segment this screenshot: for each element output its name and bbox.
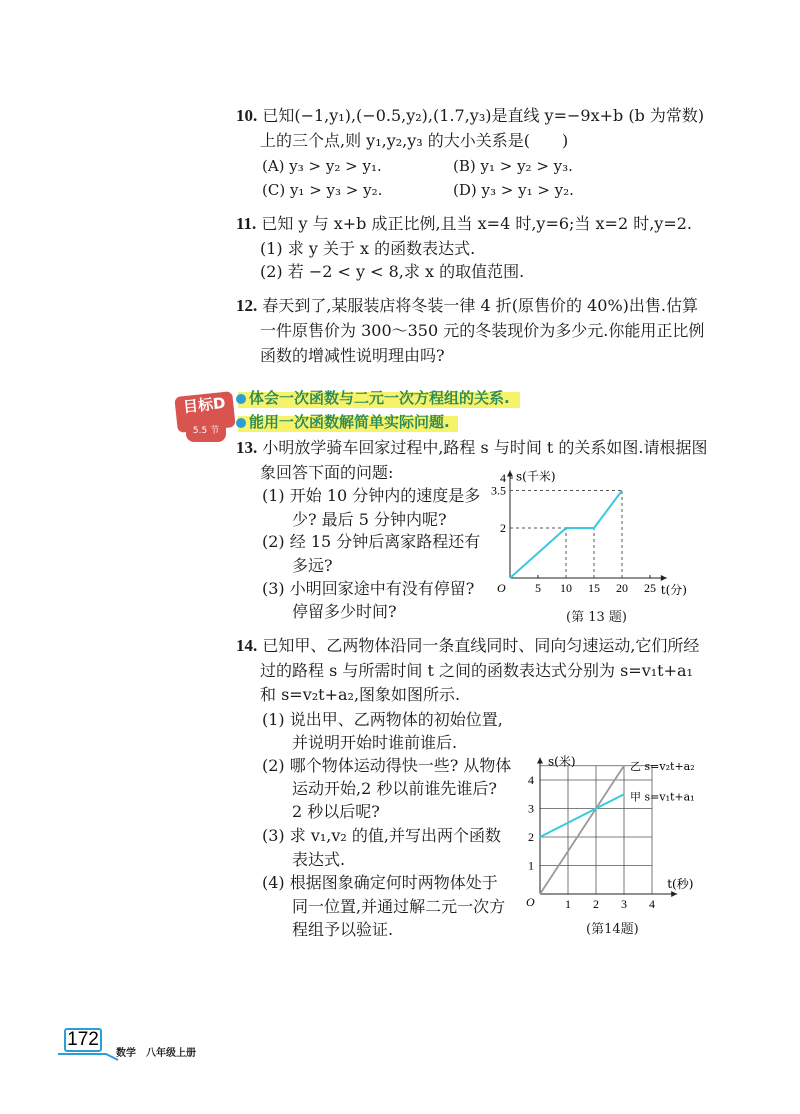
y-axis-arrow (537, 758, 543, 764)
q14-sub1b: 并说明开始时谁前谁后. (292, 733, 458, 752)
goal-item-1-text: 体会一次函数与二元一次方程组的关系. (249, 389, 510, 407)
q10-stem: 已知(−1,y₁),(−0.5,y₂),(1.7,y₃)是直线 y=−9x+b (b 为常数) (262, 106, 705, 125)
goal-section: 5.5 节 (186, 422, 226, 442)
q12-line3: 函数的增减性说明理由吗? (260, 346, 445, 365)
y-tick-label: 3.5 (491, 483, 506, 498)
q11-sub1: (1) 求 y 关于 x 的函数表达式. (260, 239, 476, 258)
q14-line3: 和 s=v₂t+a₂,图象如图所示. (260, 685, 461, 704)
q14-sub2b: 运动开始,2 秒以前谁先谁后? (292, 779, 497, 798)
bullet-icon (236, 418, 246, 428)
x-axis-arrow (671, 891, 677, 897)
series-label-jia: 甲 s=v₁t+a₁ (630, 790, 695, 804)
q13-sub3a: (3) 小明回家途中有没有停留? (262, 579, 475, 598)
goal-item-2-text: 能用一次函数解简单实际问题. (249, 413, 450, 431)
q13-stem: 小明放学骑车回家过程中,路程 s 与时间 t 的关系如图.请根据图 (262, 438, 708, 457)
origin-label: O (497, 581, 506, 595)
q13-line2: 象回答下面的问题: (260, 463, 394, 482)
q13-sub1a: (1) 开始 10 分钟内的速度是多 (262, 486, 481, 505)
q12-stem: 春天到了,某服装店将冬装一律 4 折(原售价的 40%)出售.估算 (262, 296, 699, 315)
y-axis-arrow (507, 471, 513, 477)
y-tick-label: 2 (500, 521, 506, 535)
y-axis-label: s(米) (548, 754, 576, 769)
q14-sub3b: 表达式. (292, 850, 346, 869)
origin-label: O (526, 895, 535, 909)
x-tick-label: 1 (565, 897, 571, 911)
q14-number: 14. (236, 636, 258, 655)
y-tick-label: 4 (500, 471, 506, 485)
q14-sub3a: (3) 求 v₁,v₂ 的值,并写出两个函数 (262, 826, 502, 845)
x-tick-label: 15 (588, 581, 600, 595)
x-tick-label: 10 (560, 581, 572, 595)
q10-option-a: (A) y₃ > y₂ > y₁. (262, 157, 382, 175)
q14-sub2a: (2) 哪个物体运动得快一些? 从物体 (262, 756, 512, 775)
q12-line1 (236, 296, 698, 316)
q14-chart (516, 728, 712, 918)
y-axis-label: s(千米) (516, 469, 556, 484)
goal-item-2 (236, 412, 450, 432)
book-title: 数学 八年级上册 (116, 1048, 196, 1059)
y-tick-label: 3 (528, 801, 534, 816)
goal-item-1 (236, 388, 510, 408)
q14-caption: (第14题) (586, 922, 639, 937)
q10-line2: 上的三个点,则 y₁,y₂,y₃ 的大小关系是( ) (260, 131, 569, 150)
q13-sub3b: 停留多少时间? (292, 602, 397, 621)
q11-sub2: (2) 若 −2 < y < 8,求 x 的取值范围. (260, 262, 525, 281)
x-tick-label: 3 (621, 897, 627, 911)
q10-number: 10. (236, 106, 258, 125)
q10-option-d: (D) y₃ > y₁ > y₂. (453, 181, 574, 199)
q10-option-c: (C) y₁ > y₃ > y₂. (262, 181, 383, 199)
q14-sub4c: 程组予以验证. (292, 920, 394, 939)
q11-stem: 已知 y 与 x+b 成正比例,且当 x=4 时,y=6;当 x=2 时,y=2. (261, 214, 693, 233)
q13-sub2b: 多远? (292, 556, 333, 575)
q14-line2: 过的路程 s 与所需时间 t 之间的函数表达式分别为 s=v₁t+a₁ (260, 661, 693, 680)
q10-option-b: (B) y₁ > y₂ > y₃. (453, 157, 573, 175)
q11-number: 11. (236, 214, 257, 233)
x-tick-label: 5 (535, 581, 541, 595)
q14-sub2c: 2 秒以后呢? (292, 802, 380, 821)
y-tick-label: 2 (528, 830, 534, 844)
q12-line2: 一件原售价为 300～350 元的冬装现价为多少元.你能用正比例 (260, 321, 705, 340)
x-tick-label: 4 (649, 897, 655, 911)
q10-line1 (236, 106, 704, 126)
x-tick-label: 2 (593, 897, 599, 911)
page-number: 172 (64, 1028, 102, 1052)
q13-sub1b: 少? 最后 5 分钟内呢? (292, 510, 447, 529)
x-axis-label: t(秒) (667, 877, 694, 891)
q13-caption: (第 13 题) (566, 610, 627, 625)
series-label-yi: 乙 s=v₂t+a₂ (630, 759, 695, 773)
q14-line1 (236, 636, 699, 656)
q13-chart (486, 469, 706, 608)
goal-badge: 目标D (174, 391, 235, 433)
y-tick-label: 4 (528, 773, 534, 787)
q14-sub4b: 同一位置,并通过解二元一次方 (292, 897, 506, 916)
y-tick-label: 1 (528, 858, 534, 873)
q14-stem: 已知甲、乙两物体沿同一条直线同时、同向匀速运动,它们所经 (262, 636, 700, 655)
q13-sub2a: (2) 经 15 分钟后离家路程还有 (262, 532, 481, 551)
q14-sub1a: (1) 说出甲、乙两物体的初始位置, (262, 710, 503, 729)
q12-number: 12. (236, 296, 258, 315)
x-axis-label: t(分) (660, 583, 687, 597)
q13-number: 13. (236, 438, 258, 457)
x-axis-arrow (661, 575, 667, 581)
q13-line1 (236, 438, 708, 458)
q11-line1 (236, 214, 692, 234)
x-tick-label: 25 (644, 581, 656, 595)
q14-sub4a: (4) 根据图象确定何时两物体处于 (262, 873, 498, 892)
bullet-icon (236, 394, 246, 404)
x-tick-label: 20 (616, 581, 628, 595)
